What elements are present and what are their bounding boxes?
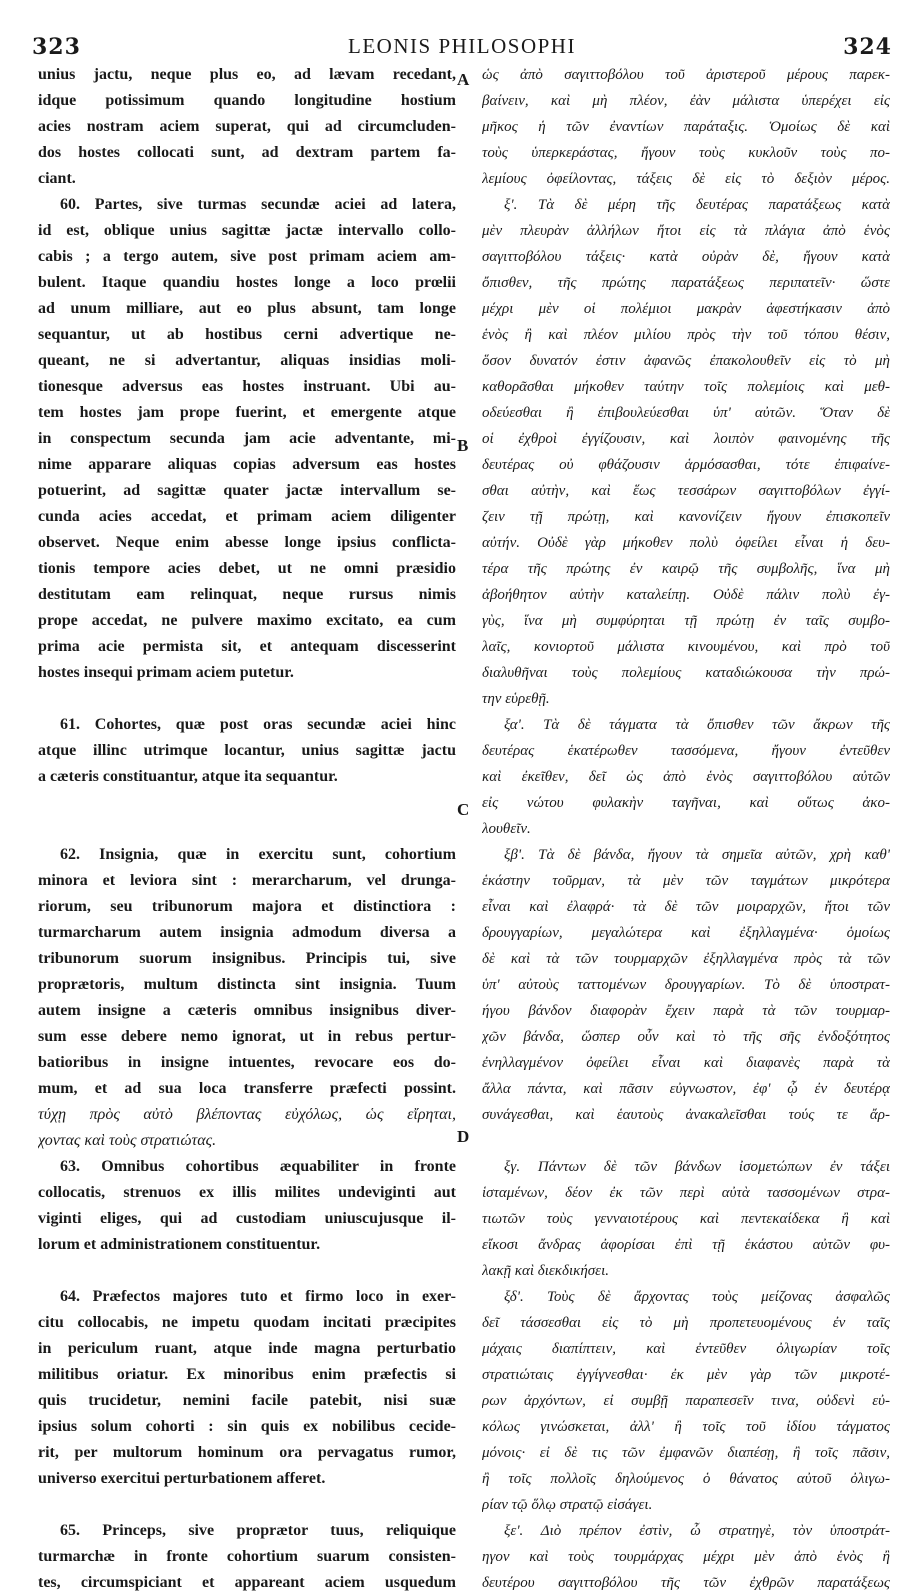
greek-line: γὺς, ἵνα μὴ συμφύρηται τῇ πρώτῃ ἐν ταῖς συμβο-: [482, 613, 890, 629]
latin-line: riorum, seu tribunorum majora et distinctiora :: [38, 898, 456, 915]
greek-line: ξδ'. Τοὺς δὲ ἄρχοντας τοὺς μείζονας ἀσφαλῶς: [504, 1289, 890, 1305]
latin-line: autem insigne a cæteris omnibus insignibus diver-: [38, 1002, 456, 1019]
latin-line: proprætoris, multum distincta sint insignia. Tuum: [38, 976, 456, 993]
latin-line: tionis tempore acies debet, ut ne omni præsidio: [38, 560, 456, 577]
latin-line: dos hostes collocati sunt, ad dextram partem fa-: [38, 144, 456, 161]
latin-line: 62. Insignia, quæ in exercitu sunt, cohortium: [60, 846, 456, 863]
latin-line: 63. Omnibus cohortibus æquabiliter in fronte: [60, 1158, 456, 1175]
greek-line: ρίαν τῷ ὅλῳ στρατῷ εἰσάγει.: [482, 1497, 653, 1513]
page-header: [0, 34, 924, 64]
greek-line: δευτέρας ἑκατέρωθεν τασσόμενα, ἤγουν ἐντεῦθεν: [482, 743, 890, 759]
running-title: LEONIS PHILOSOPHI: [348, 34, 576, 58]
greek-line: δευτέρου σαγιττοβόλου τῆς τῶν ἐχθρῶν παρατάξεως: [482, 1575, 890, 1591]
margin-marker-c: C: [457, 800, 470, 819]
greek-line: ξα'. Τὰ δὲ τάγματα τὰ ὄπισθεν τῶν ἄκρων τῆς: [504, 717, 890, 733]
greek-line: καὶ ἐκεῖθεν, δεῖ ὡς ἀπὸ ἑνὸς σαγιττοβόλου αὐτῶν: [482, 769, 890, 785]
greek-line: ζειν τῇ πρώτῃ, καὶ κανονίζειν ἤγουν ἐπισκοπεῖν: [482, 509, 890, 525]
greek-line: οδεύεσθαι ἢ ἐπιβουλεύεσθαι ὑπ' αὐτῶν. Ὅταν δὲ: [482, 405, 890, 421]
greek-line: λουθεῖν.: [482, 821, 531, 837]
latin-line: tribunorum suorum insignibus. Principis tui, sive: [38, 950, 456, 967]
greek-line: εἰς νώτου φυλακὴν ταγῆναι, καὶ οὕτως ἀκο-: [482, 795, 890, 811]
latin-line: bulent. Itaque quandiu hostes longe a loco prœlii: [38, 274, 456, 291]
latin-line: queant, ne si advertantur, aliquas insidias moli-: [38, 352, 456, 369]
right-page-number: 324: [843, 34, 892, 60]
margin-marker-d: D: [457, 1127, 470, 1146]
margin-marker-b: B: [457, 436, 469, 455]
greek-line: ἱσταμένων, δέον ἐκ τῶν περὶ αὐτὰ τασσομένων στρα-: [482, 1185, 890, 1201]
greek-line: ἄλλα πάντα, καὶ πᾶσιν εὐγνωστον, ἐφ' ᾧ ἐν δευτέρᾳ: [482, 1081, 890, 1097]
latin-line: viginti eliges, qui ad custodiam uniuscujusque il-: [38, 1210, 456, 1227]
greek-line: ξ'. Τὰ δὲ μέρη τῆς δευτέρας παρατάξεως κατὰ: [504, 197, 890, 213]
latin-line: batioribus in insigne intuentes, revocare eos do-: [38, 1054, 456, 1071]
greek-line: στρατιώταις ἐγγίγνεσθαι· ἐκ μὲν γὰρ τῶν μικροτέ-: [482, 1367, 890, 1383]
greek-line: ἀβοήθητον αὐτὴν καταλείπῃ. Οὐδὲ πάλιν πολὺ ἐγ-: [482, 587, 890, 603]
greek-line: δευτέρας οὐ φθάζουσιν ἁρμόσασθαι, τότε ἐπιφαίνε-: [482, 457, 890, 473]
greek-line: ἑκάστην τοῦρμαν, τὰ μὲν τῶν ταγμάτων μικρότερα: [482, 873, 890, 889]
greek-line: ξγ. Πάντων δὲ τῶν βάνδων ἰσομετώπων ἐν τάξει: [504, 1159, 890, 1175]
latin-line: collocatis, strenuos ex illis milites undeviginti aut: [38, 1184, 456, 1201]
greek-overflow-line: χοντας καὶ τοὺς στρατιώτας.: [38, 1132, 217, 1149]
latin-line: hostes insequi primam aciem putetur.: [38, 664, 294, 681]
latin-line: universo exercitui perturbationem afferet.: [38, 1470, 326, 1487]
greek-overflow-line: τύχῃ πρὸς αὐτὸ βλέποντας εὐχόλως, ὡς εἴρηται,: [38, 1106, 456, 1123]
latin-line: tionesque adversus eas hostes instruant. Ubi au-: [38, 378, 456, 395]
greek-line: ἐνηλλαγμένον ὀφείλει εἶναι καὶ διαφανὲς παρὰ τὰ: [482, 1055, 890, 1071]
latin-line: unius jactu, neque plus eo, ad lævam recedant,: [38, 66, 456, 83]
latin-line: in periculum ruant, atque inde magna perturbatio: [38, 1340, 456, 1357]
greek-line: ρων ἀρχόντων, εἰ συμβῇ παραπεσεῖν τινα, οὐδενὶ εὐ-: [482, 1393, 890, 1409]
latin-line: lorum et administrationem constituentur.: [38, 1236, 321, 1253]
latin-line: idque potissimum quando longitudine hostium: [38, 92, 456, 109]
greek-line: εἴκοσι ἄνδρας ἀφορίσαι ἐπὶ τῇ ἑκάστου αὐτῶν φυ-: [482, 1237, 890, 1253]
latin-line: 64. Præfectos majores tuto et firmo loco in exer-: [60, 1288, 456, 1305]
latin-line: minora et leviora sint : merarcharum, vel drunga-: [38, 872, 456, 889]
latin-line: a cæteris constituantur, atque ita sequantur.: [38, 768, 338, 785]
latin-line: cabis ; a tergo autem, sive post primam aciem am-: [38, 248, 456, 265]
greek-line: τοὺς ὑπερκεράστας, ἤγουν τοὺς κυκλοῦν τοὺς πο-: [482, 145, 890, 161]
greek-line: ξβ'. Τὰ δὲ βάνδα, ἤγουν τὰ σημεῖα αὐτῶν, χρὴ καθ': [504, 847, 890, 863]
latin-line: prima acie permista sit, et antequam discesserint: [38, 638, 456, 655]
greek-line: δρουγγαρίων, μεγαλώτερα καὶ ἐξηλλαγμένα· ὁμοίως: [482, 925, 890, 941]
latin-line: cunda acies accedat, et primam aciem diligenter: [38, 508, 456, 525]
greek-line: λακῇ καὶ διεκδικήσει.: [482, 1263, 610, 1279]
greek-line: σαγιττοβόλου τάξεις· κατὰ οὐρὰν δὲ, ἤγουν κατὰ: [482, 249, 890, 265]
latin-line: sequantur, ut ab hostibus cerni advertique ne-: [38, 326, 456, 343]
latin-line: 61. Cohortes, quæ post oras secundæ aciei hinc: [60, 716, 456, 733]
greek-line: εἶναι καὶ ἐλαφρά· τὰ δὲ τῶν μοιραρχῶν, ἤτοι τῶν: [482, 899, 890, 915]
latin-line: observet. Neque enim abesse longe ipsius conflicta-: [38, 534, 456, 551]
greek-line: τέρα τῆς πρώτης ἐν καιρῷ τῆς συμβολῆς, ἵνα μὴ: [482, 561, 890, 577]
greek-line: ήγου βάνδον διαφορὰν ἔχειν παρὰ τὰ τῶν τουρμαρ-: [482, 1003, 890, 1019]
latin-line: 60. Partes, sive turmas secundæ aciei ad latera,: [60, 196, 456, 213]
latin-line: potuerint, ad sagittæ quater jactæ intervallum se-: [38, 482, 456, 499]
greek-line: μῆκος ἡ τῶν ἐναντίων παράταξις. Ὁμοίως δὲ καὶ: [482, 119, 890, 135]
greek-line: ηγον καὶ τοὺς τουρμάρχας μέχρι μὲν ἀπὸ ἑνὸς ἢ: [482, 1549, 890, 1565]
greek-line: ὑπ' αὐτοὺς ταττομένων δρουγγαρίων. Τὸ δὲ ὑποστρατ-: [482, 977, 890, 993]
latin-line: ad unum milliare, aut eo plus absunt, tam longe: [38, 300, 456, 317]
greek-line: διαλυθῆναι τοὺς πολεμίους καταδιώκουσα τὴν πρώ-: [482, 665, 890, 681]
greek-line: τιωτῶν τοὺς γενναιοτέρους καὶ πεντεκαίδεκα ἢ καὶ: [482, 1211, 890, 1227]
greek-line: βαίνειν, καὶ μὴ πλέον, ἐὰν μάλιστα ὑπερέχει εἰς: [482, 93, 890, 109]
latin-line: rit, per multorum hominum ora pervagatus rumor,: [38, 1444, 456, 1461]
latin-line: destitutam eam relinquat, neque rursus nimis: [38, 586, 456, 603]
latin-line: mum, et ad sua loca transferre præfecti possint.: [38, 1080, 456, 1097]
greek-line: λεμίους ὀφείλοντας, τάξεις δὲ εἰς τὸ δεξιὸν μέρος.: [482, 171, 890, 187]
latin-line: turmarchæ in fronte cohortium suarum consisten-: [38, 1548, 456, 1565]
latin-line: atque illinc utrimque locantur, unius sagittæ jactu: [38, 742, 456, 759]
latin-line: in conspectum secunda jam acie adventante, mi-: [38, 430, 456, 447]
greek-line: αὐτήν. Οὐδὲ γὰρ μήκοθεν πολὺ ὀφείλει εἶναι ἡ δευ-: [482, 535, 890, 551]
latin-line: id est, oblique unius sagittæ jactæ intervallo collo-: [38, 222, 456, 239]
latin-line: prope accedat, ne pulvere maximo excitato, ea cum: [38, 612, 456, 629]
latin-line: tes, circumspiciant et appareant aciem usquedum: [38, 1574, 456, 1591]
latin-line: tem hostes jam prope fuerint, et emergente atque: [38, 404, 456, 421]
greek-line: την εὑρεθῇ.: [482, 691, 550, 707]
latin-line: ipsius solum cohorti : sin quis ex nobilibus cecide-: [38, 1418, 456, 1435]
greek-line: χῶν βάνδα, ὥσπερ οὖν καὶ τὸ τῆς σῆς ἐνδοξότητος: [482, 1029, 890, 1045]
greek-line: οἱ ἐχθροὶ ἐγγίζουσιν, καὶ λοιπὸν φαινομένης τῆς: [482, 431, 890, 447]
latin-line: nime apparare aliquas copias adversum eas hostes: [38, 456, 456, 473]
greek-line: ἢ τοῖς πολλοῖς δηλούμενος ὁ θάνατος αὐτοῦ ὀλιγω-: [482, 1471, 890, 1487]
greek-line: ὄπισθεν, τῆς πρώτης παρατάξεως περιπατεῖν· ὥστε: [482, 275, 890, 291]
latin-line: quis trucidetur, nemini facile patebit, nisi suæ: [38, 1392, 456, 1409]
greek-line: ἑνὸς ἢ καὶ πλέον μιλίου πρὸς τὴν τοῦ τόπου θέσιν,: [482, 327, 890, 343]
greek-line: δεῖ τάσσεσθαι εἰς τὸ μὴ προπετευομένους ἐν ταῖς: [482, 1315, 890, 1331]
latin-line: 65. Princeps, sive proprætor tuus, reliquique: [60, 1522, 456, 1539]
greek-line: συνάγεσθαι, καὶ ἑαυτοὺς ἀνακαλεῖσθαι τούς τε ἄρ-: [482, 1107, 890, 1123]
greek-line: λαῖς, κονιορτοῦ μάλιστα κινουμένου, καὶ πρὸ τοῦ: [482, 639, 890, 655]
greek-line: μέχρι μὲν οἱ πολέμιοι μακρὰν ἀφεστήκασιν ἀπὸ: [482, 301, 890, 317]
greek-line: ξε'. Διὸ πρέπον ἐστὶν, ὦ στρατηγὲ, τὸν ὑποστράτ-: [504, 1523, 890, 1539]
margin-marker-a: A: [457, 70, 470, 89]
latin-line: turmarcharum autem insignia admodum diversa a: [38, 924, 456, 941]
greek-line: ὡς ἀπὸ σαγιττοβόλου τοῦ ἀριστεροῦ μέρους παρεκ-: [482, 67, 890, 83]
latin-line: citu collocabis, ne impetu quodam incitati præcipites: [38, 1314, 456, 1331]
greek-line: κόλως γινώσκεται, ἀλλ' ἢ τοῖς τοῦ ἰδίου τάγματος: [482, 1419, 890, 1435]
greek-line: σθαι αὐτὴν, καὶ ἕως τεσσάρων σαγιττοβόλων ἐγγί-: [482, 483, 890, 499]
greek-line: ὅσον δυνατόν ἐστιν ἀφανῶς ἐπακολουθεῖν εἰς τὸ μὴ: [482, 353, 890, 369]
greek-line: καθορᾶσθαι μήκοθεν ταύτην τοῖς πολεμίοις καὶ μεθ-: [482, 379, 890, 395]
greek-line: μάχαις διαπίπτειν, καὶ ἐντεῦθεν ὀλιγωρίαν τοῖς: [482, 1341, 890, 1357]
greek-line: μὲν πλευρὰν ἀλλήλων ἤτοι εἰς τὰ πλάγια ἀπὸ ἑνὸς: [482, 223, 890, 239]
latin-line: acies nostram aciem superat, qui ad circumcluden-: [38, 118, 456, 135]
greek-line: δὲ καὶ τὰ τῶν τουρμαρχῶν ἐξηλλαγμένα πρὸς τὰ τῶν: [482, 951, 890, 967]
latin-line: sum esse debere nemo ignorat, ut in rebus pertur-: [38, 1028, 456, 1045]
left-page-number: 323: [32, 34, 81, 60]
latin-line: ciant.: [38, 170, 76, 187]
greek-line: μόνοις· εἰ δὲ τις τῶν ἐμφανῶν διαπέσῃ, ἢ τοῖς πᾶσιν,: [482, 1445, 890, 1461]
greek-column: [482, 62, 890, 1596]
latin-line: militibus oriatur. Ex minoribus enim præfectis si: [38, 1366, 456, 1383]
latin-column: [38, 62, 456, 1596]
